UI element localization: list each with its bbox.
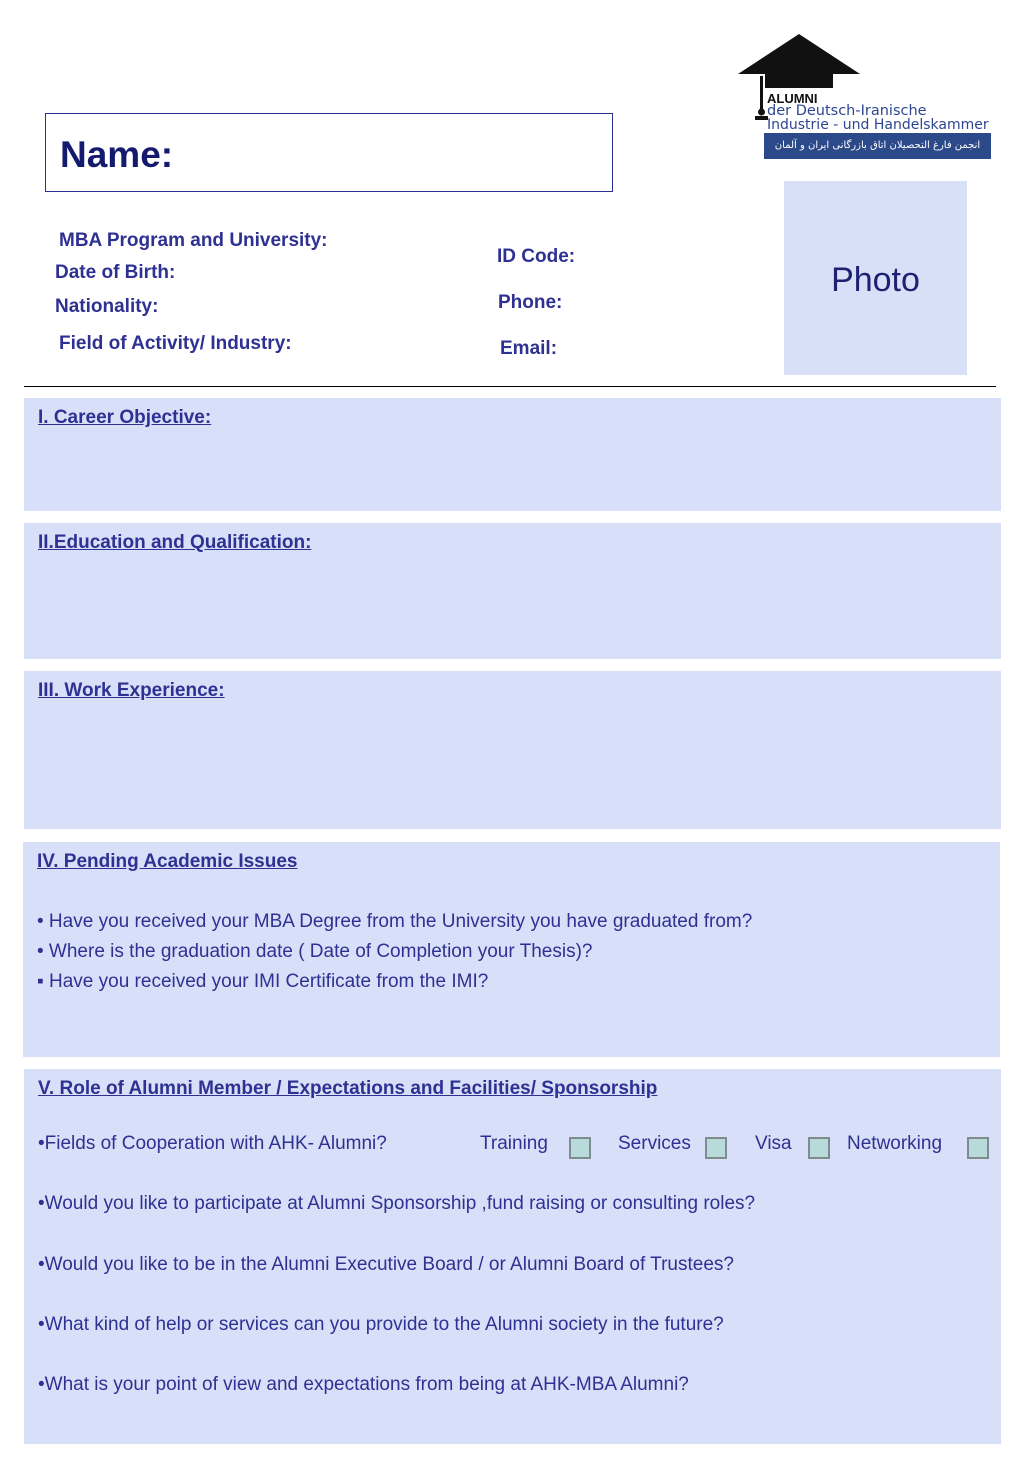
pending-academic-section[interactable] — [23, 842, 1000, 1057]
education-title: II.Education and Qualification: — [38, 532, 312, 553]
phone-label: Phone: — [498, 292, 563, 313]
executive-board-question: •Would you like to be in the Alumni Executive Board / or Alumni Board of Trustees? — [38, 1254, 734, 1275]
career-objective-title: I. Career Objective: — [38, 407, 212, 428]
visa-checkbox[interactable] — [808, 1137, 830, 1159]
services-checkbox[interactable] — [705, 1137, 727, 1159]
pending-question-3: ▪ Have you received your IMI Certificate from the IMI? — [37, 971, 489, 992]
name-label: Name: — [60, 134, 174, 175]
networking-checkbox[interactable] — [967, 1137, 989, 1159]
logo-chamber-text-line1: der Deutsch-Iranische — [767, 103, 927, 119]
cooperation-question: •Fields of Cooperation with AHK- Alumni? — [38, 1133, 387, 1154]
nationality-label: Nationality: — [55, 296, 159, 317]
work-experience-title: III. Work Experience: — [38, 680, 225, 701]
logo-alumni-text: ALUMNI — [767, 91, 818, 106]
name-field[interactable] — [45, 113, 613, 192]
logo-persian-banner: انجمن فارغ التحصیلان اتاق بازرگانی ایران و آلمان — [764, 133, 991, 159]
option-visa-label: Visa — [755, 1133, 792, 1154]
photo-label: Photo — [831, 261, 920, 299]
logo-chamber-text-line2: Industrie - und Handelskammer — [767, 117, 989, 133]
expectations-question: •What is your point of view and expectations from being at AHK-MBA Alumni? — [38, 1374, 689, 1395]
pending-question-2: • Where is the graduation date ( Date of Completion your Thesis)? — [37, 941, 593, 962]
header-divider — [24, 386, 996, 387]
work-experience-section[interactable] — [24, 671, 1001, 829]
mba-program-label: MBA Program and University: — [59, 230, 328, 251]
id-code-label: ID Code: — [497, 246, 576, 267]
date-of-birth-label: Date of Birth: — [55, 262, 176, 283]
pending-question-1: • Have you received your MBA Degree from the University you have graduated from? — [37, 911, 753, 932]
email-label: Email: — [500, 338, 558, 359]
career-objective-section[interactable] — [24, 398, 1001, 511]
help-services-question: •What kind of help or services can you provide to the Alumni society in the future? — [38, 1314, 724, 1335]
pending-academic-title: IV. Pending Academic Issues — [37, 851, 298, 872]
field-of-activity-label: Field of Activity/ Industry: — [59, 333, 292, 354]
training-checkbox[interactable] — [569, 1137, 591, 1159]
option-training-label: Training — [480, 1133, 548, 1154]
option-services-label: Services — [618, 1133, 691, 1154]
sponsorship-question: •Would you like to participate at Alumni Sponsorship ,fund raising or consulting roles? — [38, 1193, 756, 1214]
photo-placeholder[interactable] — [784, 181, 967, 375]
alumni-role-title: V. Role of Alumni Member / Expectations and Facilities/ Sponsorship — [38, 1078, 658, 1099]
education-section[interactable] — [24, 523, 1001, 659]
alumni-role-section[interactable] — [24, 1069, 1001, 1444]
option-networking-label: Networking — [847, 1133, 943, 1154]
